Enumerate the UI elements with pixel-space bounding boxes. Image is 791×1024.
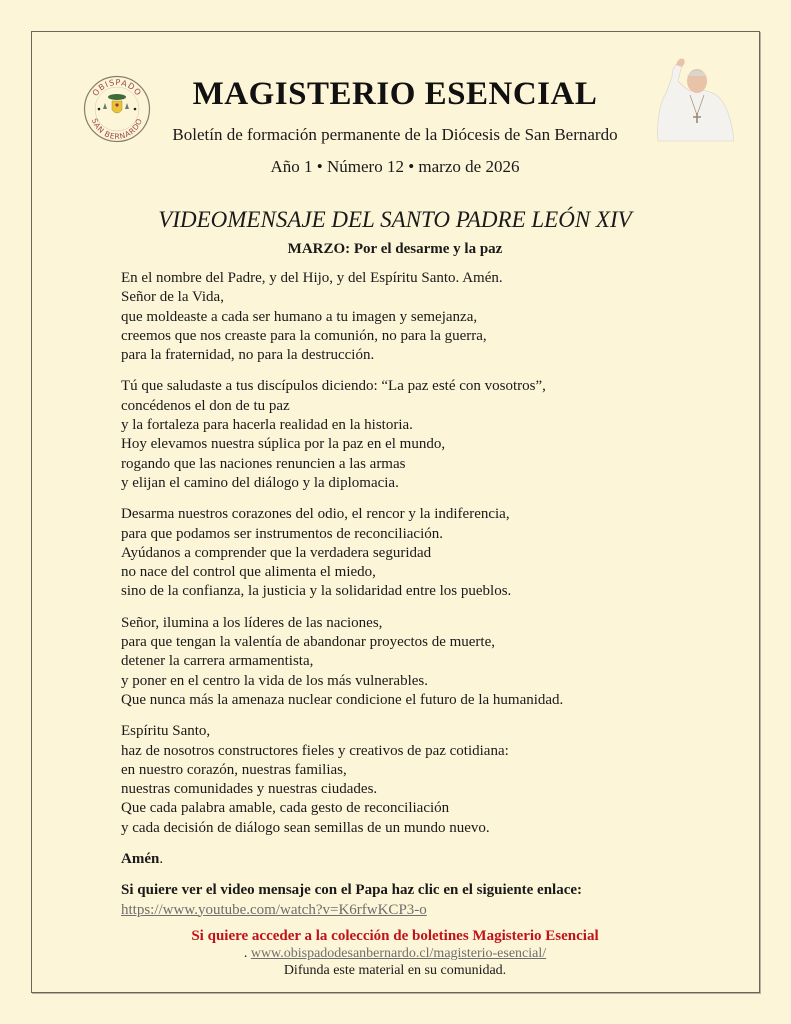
prayer-stanza: [121, 505, 721, 601]
prayer-line: no nace del control que alimenta el miedo,: [121, 564, 376, 581]
footer: [60, 928, 730, 979]
prayer-line: rogando que las naciones renuncien a las armas: [121, 455, 406, 472]
prayer-line: para que podamos ser instrumentos de reconciliación.: [121, 525, 443, 542]
collection-link[interactable]: www.obispadodesanbernardo.cl/magisterio-esencial/: [250, 946, 547, 961]
prayer-line: Señor, ilumina a los líderes de las naciones,: [121, 614, 383, 631]
prayer-line: En el nombre del Padre, y del Hijo, y del Espíritu Santo. Amén.: [121, 270, 503, 286]
prayer-line: Señor de la Vida,: [121, 289, 224, 306]
prayer-line: y poner en el centro la vida de los más vulnerables.: [121, 672, 428, 689]
amen-line: [121, 850, 721, 869]
link-prefix: .: [243, 946, 251, 961]
video-section: [121, 881, 721, 920]
share-text: Difunda este material en su comunidad.: [283, 963, 507, 978]
prayer-line: haz de nosotros constructores fieles y creativos de paz cotidiana:: [121, 742, 509, 759]
collection-link-line: [60, 945, 730, 962]
article-heading: VIDEOMENSAJE DEL SANTO PADRE LEÓN XIV: [158, 207, 632, 232]
article-subheading: MARZO: Por el desarme y la paz: [287, 241, 503, 257]
prayer-line: para que tengan la valentía de abandonar proyectos de muerte,: [121, 634, 495, 651]
prayer-line: Tú que saludaste a tus discípulos diciendo: “La paz esté con vosotros”,: [121, 378, 546, 395]
prayer-line: Que nunca más la amenaza nuclear condicione el futuro de la humanidad.: [121, 691, 564, 708]
prayer-line: Ayúdanos a comprender que la verdadera seguridad: [121, 544, 432, 561]
prayer-line: creemos que nos creaste para la comunión, no para la guerra,: [121, 327, 487, 344]
obispado-seal-logo: [83, 75, 151, 143]
prayer-line: sino de la confianza, la justicia y la solidaridad entre los pueblos.: [121, 583, 512, 600]
prayer-stanza: [121, 377, 721, 493]
collection-prompt: Si quiere acceder a la colección de boletines Magisterio Esencial: [191, 928, 599, 944]
amen-text: Amén: [121, 851, 160, 868]
seal-top-text: OBISPADO: [90, 77, 144, 98]
prayer-line: Desarma nuestros corazones del odio, el rencor y la indiferencia,: [121, 506, 510, 523]
pope-photo: [650, 55, 740, 143]
prayer-line: y la fortaleza para hacerla realidad en la historia.: [121, 417, 413, 434]
prayer-line: y elijan el camino del diálogo y la diplomacia.: [121, 474, 399, 491]
newsletter-title: MAGISTERIO ESENCIAL: [192, 76, 598, 112]
seal-bottom-text: SAN BERNARDO: [89, 117, 145, 142]
prayer-line: Espíritu Santo,: [121, 723, 211, 740]
prayer-line: nuestras comunidades y nuestras ciudades.: [121, 781, 378, 798]
prayer-line: Que cada palabra amable, cada gesto de reconciliación: [121, 800, 450, 817]
prayer-line: que moldeaste a cada ser humano a tu imagen y semejanza,: [121, 308, 478, 325]
prayer-stanza: [121, 614, 721, 710]
prayer-line: en nuestro corazón, nuestras familias,: [121, 761, 347, 778]
video-link[interactable]: https://www.youtube.com/watch?v=K6rfwKCP3-o: [121, 901, 427, 918]
video-prompt: Si quiere ver el video mensaje con el Papa haz clic en el siguiente enlace:: [121, 882, 583, 899]
prayer-line: para la fraternidad, no para la destrucción.: [121, 347, 375, 364]
newsletter-subtitle: Boletín de formación permanente de la Diócesis de San Bernardo: [172, 125, 618, 144]
prayer-stanzas: [121, 269, 721, 838]
prayer-stanza: [121, 269, 721, 365]
issue-info: Año 1 • Número 12 • marzo de 2026: [270, 157, 520, 176]
prayer-line: Hoy elevamos nuestra súplica por la paz en el mundo,: [121, 436, 446, 453]
amen-period: .: [159, 851, 164, 868]
prayer-line: detener la carrera armamentista,: [121, 653, 314, 670]
prayer-body: [121, 269, 721, 920]
prayer-line: concédenos el don de tu paz: [121, 397, 290, 414]
prayer-line: y cada decisión de diálogo sean semillas de un mundo nuevo.: [121, 819, 490, 836]
prayer-stanza: [121, 722, 721, 838]
